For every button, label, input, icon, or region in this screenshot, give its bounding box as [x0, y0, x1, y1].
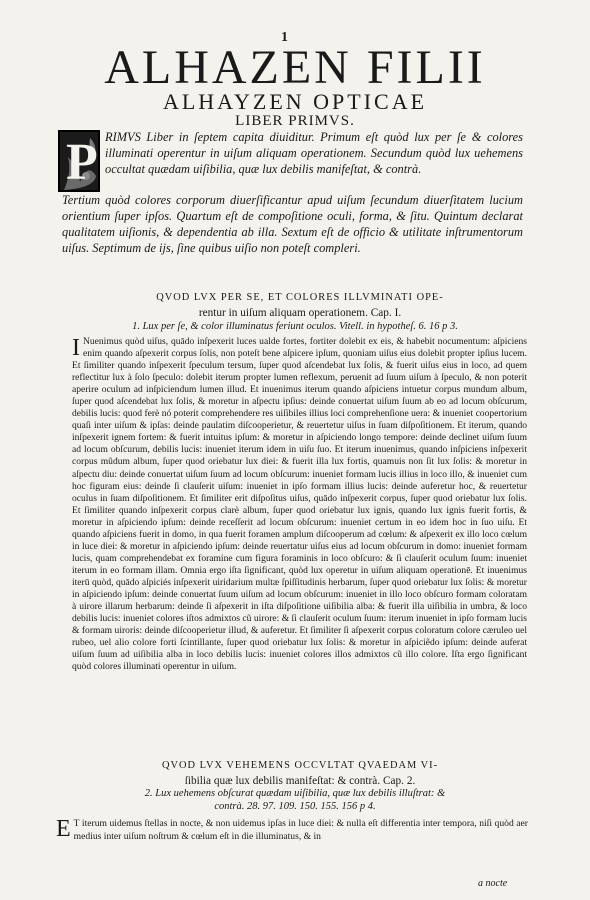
chapter1-reference: 1. Lux per ſe, & color illuminatus feriunt oculos. Vitell. in hypotheſ. 6. 16 p 3.: [132, 321, 458, 332]
chapter1-dropcap: I: [72, 335, 80, 361]
chapter1-heading: [70, 290, 530, 320]
chapter2-reference-line2: contrà. 28. 97. 109. 150. 155. 156 p 4.: [214, 801, 376, 812]
chapter2-body: [56, 818, 528, 843]
chapter2-heading-lead: QVOD LVX VEHEMENS OCCVLTAT QVAEDAM VI-: [161, 760, 439, 771]
chapter1-heading-tail: rentur in uiſum aliquam operationem. Cap. I.: [198, 306, 402, 319]
title-work: ALHAYZEN OPTICAE: [162, 89, 428, 114]
chapter2-dropcap: E: [56, 816, 71, 842]
chapter2-reference: [60, 787, 530, 813]
title-book: LIBER PRIMVS.: [235, 113, 355, 129]
decorated-initial: [58, 130, 100, 192]
chapter2-reference-line1: 2. Lux uehemens obſcurat quædam uiſibilia, quæ lux debilis illuſtrat: &: [144, 788, 446, 799]
chapter2-heading-tail: ſibilia quæ lux debilis manifeſtat: & contrà. Cap. 2.: [184, 774, 416, 787]
chapter1-text: Nuenimus quòd uiſus, quādo inſpexerit luces ualde fortes, fortiter dolebit ex eis, & habebit nocumentum: aſpiciens enim quando aſpexerit corpus ſolis, non poteſt bene aſpicere ipſum, quoniam uiſus eius dolebit propter ipſius lucem. Et ſimiliter quando inſpexerit ſpeculum tersum, ſuper quod aſcendebat lux ſolis, & fuerit uiſus eius in loco, ad quem reflectitur lux à ſolo ſpeculo: dolebit iterum propter lumen reflexum, peruenit ad ſuum uiſum à ſpeculo, & non poterit aperire oculum ad inſpiciendum lumen illud. Et inuenimus iterum quando aſpiciens intuetur corpus mundum album, ſuper quod aſcendebat lux ſolis, & moretur in aſpectu ipſius: deinde conuertat uiſum ſuum ab eo ad locum obſcurum, debilis lucis: quod ferè nó poterit comprehendere res uiſibiles illius loci comprehenſione uera: & inueniet coopertorium quaſi inter uiſum & ipſas: deinde paulatim diſcooperietur, & reuertetur uiſus in ſuam diſpoſitionem. Et iterum, quando inſpexerit ignem fortem: & fuerit intuitus ipſum: & moretur in aſpiciendo longo tempore: deinde declinet uiſum ſuum ad locum obſcurum, debilis lucis: inueniet iterum idem in uiſu ſuo. Et iterum inuenimus, quando inſpiciens inſpexerit corpus mũdum album, ſuper quod oriebatur lux diei: & fuerit illa lux fortis, quamuis non ſit lux ſolis: & moretur in aſpectu diu: deinde conuertat uiſum ſuum ad locum obſcurum: inueniet formam lucis illius in loco illo, & inueniet cum hoc figuram eius: deinde ſi clauſerit uiſum: inueniet in ipſo formam illius lucis: deinde auferetur hoc, & reuertetur oculus in ſuam diſpoſitionem. Et ſimiliter erit diſpoſitus uiſus, quādo inſpexerit corpus, ſuper quod oriebatur lux ſolis. Et ſimiliter quando inſpexerit corpus clarè album, ſuper quod oriebatur lux ignis, quando lux ignis fuerit fortis, & moretur in aſpiciendo ipſum: deinde receſſerit ad locum obſcurum: inueniet certum in eo idem hoc in ſuo uiſu. Et quando aſpiciens fuerit in domo, in qua fuerit foramen amplum diſcooperum ad cœlum: & aſpexerit ex illo loco cœlum in luce diei: & moretur in aſpiciendo ipſum: deinde reuertatur uiſus eius ad locum obſcurum in domo: inueniet formam lucis, quam comprehendebat ex foramine cum figura foraminis in loco obſcuro: & ſi clauſerit oculum ſuum: inueniet iterum in eo formam illam. Omnia ergo iſta ſignificant, quòd lux operetur in uiſum aliquam operationē. Et inuenimus iterū quòd, quādo aſpiciés inſpexerit uiridarium multæ ſpiſſitudinis herbarum, ſuper quod oriebatur lux ſolis: & moretur in aſpiciendo ipſum: deinde conuertat ſuum uiſum ad locum obſcurum: inueniet in illo loco obſcuro formam coloratam à uirore illarum herbarum: deinde ſi aſpexerit in iſta diſpoſitione uiſibilia alba: & fuerit illa uiſibilia in umbra, & loco debilis lucis: inueniet colores iſtos admixtos cũ uirore: & ſi clauſerit oculum ſuum: iterum inueniet in ipſo formam lucis & formam uiroris: deinde diſcooperietur illud, & auferetur. Et ſimiliter ſi aſpexerit corpus coloratum colore cæruleo uel rubeo, uel alio colore forti ſcintillante, ſuper quod oriebatur lux ſolis: & moretur in aſpiciẽdo ipſum: deinde auferat uiſum ſuum ad uiſibilia alba in loco debilis lucis: inueniet colores illos admixtos cũ illo colore. Iſta ergo ſignificant quòd colores illuminati operentur in uiſum.: [72, 336, 527, 673]
page-number: 1: [281, 30, 288, 45]
intro-first-lines: RIMVS Liber in ſeptem capita diuiditur. Primum eſt quòd lux per ſe & colores illuminati operentur in uiſum aliquam operationem. Secundum quòd lux uehemens occultat quædam uiſibilia, quæ lux debilis manifeſtat, & contrà.: [105, 130, 523, 176]
title-author: ALHAZEN FILII: [104, 41, 486, 94]
chapter1-heading-lead: QVOD LVX PER SE, ET COLORES ILLVMINATI OPE-: [156, 292, 444, 303]
chapter1-body: [72, 336, 527, 673]
initial-letter: P: [66, 134, 98, 191]
chapter2-text: T iterum uidemus ſtellas in nocte, & non uidemus ipſas in luce diei: & nulla eſt differentia inter tempora, niſi quòd aer medius inter uiſum noſtrum & cœlum eſt in die illuminatus, & in: [73, 818, 528, 842]
chapter2-heading: [70, 758, 530, 788]
intro-summary: Tertium quòd colores corporum diuerſificantur apud uiſum ſecundum diuerſitatem lucium orientium ſuper ipſos. Quartum eſt de compoſitione oculi, forma, & ſitu. Quintum declarat qualitatem uiſionis, & dependentia ab illa. Sextum eſt de officio & utilitate inſtrumentorum uiſus. Septimum de ijs, ſine quibus uiſio non poteſt compleri.: [62, 193, 523, 255]
catchword: a nocte: [478, 878, 508, 889]
